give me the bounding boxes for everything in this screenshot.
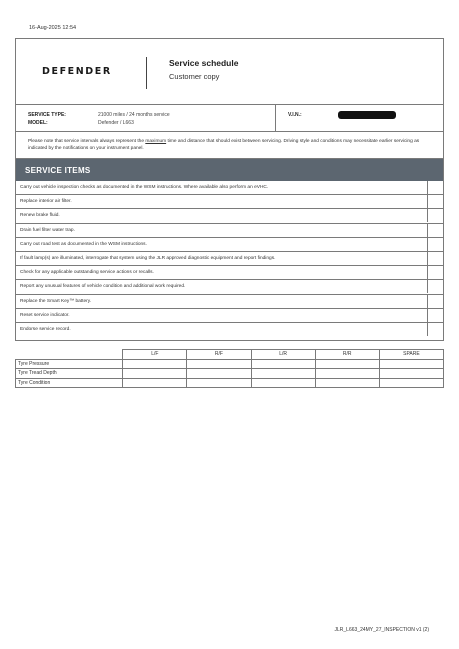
service-schedule-form <box>15 38 444 341</box>
tyre-row <box>16 369 444 379</box>
tyre-table-header <box>16 350 444 360</box>
service-item-checkbox[interactable] <box>427 280 443 293</box>
tyre-row-label: Tyre Pressure <box>16 359 123 369</box>
service-item-text: If fault lamp(s) are illuminated, interrogate that system using the JLR approved diagnostic equipment and report findings. <box>20 255 276 261</box>
tyre-entry-cell[interactable] <box>251 378 315 388</box>
service-items-header <box>16 159 443 181</box>
service-item-checkbox[interactable] <box>427 266 443 279</box>
note-text-end: time and distance that should exist between servicing. Driving style and conditions may necessitate earlier servicing as indicated by the notifications on your instrument panel. <box>28 139 420 151</box>
note-text-start: Please note that service intervals always represent the <box>28 139 146 144</box>
service-item-checkbox[interactable] <box>427 295 443 308</box>
tyre-column-header: R/R <box>315 350 379 360</box>
note-text <box>28 139 433 152</box>
tyre-entry-cell[interactable] <box>315 369 379 379</box>
note-emphasis: maximum <box>145 139 167 144</box>
tyre-row <box>16 378 444 388</box>
service-item-checkbox[interactable] <box>427 309 443 322</box>
service-item-text: Carry out road test as documented in the WSM instructions. <box>20 241 147 247</box>
info-divider <box>275 105 276 131</box>
tyre-row-label: Tyre Tread Depth <box>16 369 123 379</box>
tyre-entry-cell[interactable] <box>123 378 187 388</box>
tyre-entry-cell[interactable] <box>123 359 187 369</box>
vin-label: V.I.N.: <box>288 112 302 118</box>
service-item-text: Replace interior air filter. <box>20 199 72 205</box>
service-item-text: Reset service indicator. <box>20 312 70 318</box>
service-item-checkbox[interactable] <box>427 323 443 336</box>
tyre-entry-cell[interactable] <box>379 359 443 369</box>
tyre-entry-cell[interactable] <box>187 359 251 369</box>
service-item-row <box>16 209 443 223</box>
service-item-row <box>16 252 443 266</box>
print-date: 16-Aug-2025 12:54 <box>29 25 77 31</box>
service-item-text: Renew brake fluid. <box>20 213 60 219</box>
tyre-row-label: Tyre Condition <box>16 378 123 388</box>
service-item-checkbox[interactable] <box>427 181 443 194</box>
header-divider <box>146 57 147 89</box>
tyre-entry-cell[interactable] <box>379 369 443 379</box>
service-item-text: Replace the Smart Key™ battery. <box>20 298 92 304</box>
tyre-entry-cell[interactable] <box>123 369 187 379</box>
tyre-entry-cell[interactable] <box>187 369 251 379</box>
service-item-row <box>16 266 443 280</box>
service-item-row <box>16 309 443 323</box>
tyre-column-header: R/F <box>187 350 251 360</box>
service-item-row <box>16 323 443 337</box>
service-item-row <box>16 181 443 195</box>
tyre-entry-cell[interactable] <box>379 378 443 388</box>
service-items-list <box>16 181 443 337</box>
document-code: JLR_L663_24MY_27_INSPECTION v1 (2) <box>334 627 429 633</box>
service-item-text: Endorse service record. <box>20 326 71 332</box>
service-item-checkbox[interactable] <box>427 224 443 237</box>
service-item-checkbox[interactable] <box>427 252 443 265</box>
tyre-table <box>15 349 444 388</box>
service-item-text: Drain fuel filter water trap. <box>20 227 75 233</box>
model-label: MODEL: <box>28 120 48 126</box>
service-item-checkbox[interactable] <box>427 195 443 208</box>
document-subtitle: Customer copy <box>169 72 220 81</box>
service-item-text: Check for any applicable outstanding service actions or recalls. <box>20 270 154 276</box>
tyre-column-header: L/F <box>123 350 187 360</box>
service-interval-note <box>16 132 443 159</box>
service-item-row <box>16 224 443 238</box>
tyre-column-header: L/R <box>251 350 315 360</box>
vehicle-info <box>16 105 443 132</box>
service-item-row <box>16 295 443 309</box>
service-item-row <box>16 238 443 252</box>
vin-redaction <box>338 111 396 119</box>
service-type-label: SERVICE TYPE: <box>28 112 66 118</box>
tyre-entry-cell[interactable] <box>315 359 379 369</box>
tyre-column-header: SPARE <box>379 350 443 360</box>
service-item-row <box>16 280 443 294</box>
tyre-entry-cell[interactable] <box>251 369 315 379</box>
service-item-row <box>16 195 443 209</box>
service-item-checkbox[interactable] <box>427 209 443 222</box>
tyre-entry-cell[interactable] <box>187 378 251 388</box>
tyre-entry-cell[interactable] <box>315 378 379 388</box>
service-item-text: Carry out vehicle inspection checks as documented in the WSM instructions. Where available also perform an eVHC. <box>20 185 269 190</box>
brand-logo: DEFENDER <box>42 66 112 77</box>
tyre-row <box>16 359 444 369</box>
service-item-checkbox[interactable] <box>427 238 443 251</box>
document-title: Service schedule <box>169 58 239 68</box>
tyre-header-blank <box>16 350 123 360</box>
tyre-entry-cell[interactable] <box>251 359 315 369</box>
service-item-text: Report any unusual features of vehicle condition and additional work required. <box>20 284 186 290</box>
form-header <box>16 39 443 105</box>
model-value: Defender / L663 <box>98 120 134 126</box>
service-items-heading: SERVICE ITEMS <box>25 166 91 175</box>
service-type-value: 21000 miles / 24 months service <box>98 112 170 118</box>
